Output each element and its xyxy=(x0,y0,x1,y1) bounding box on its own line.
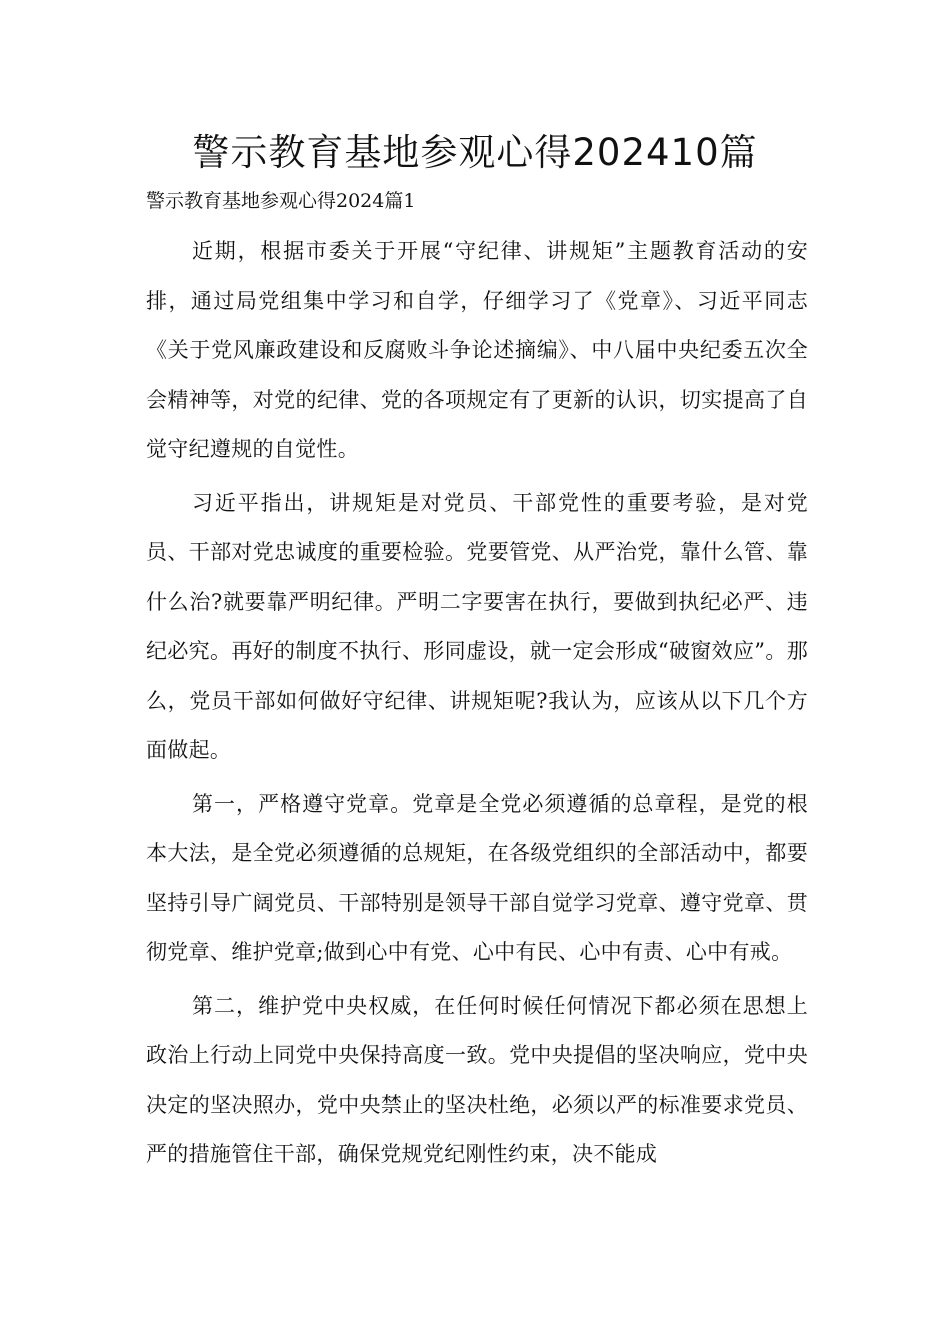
section-subtitle: 警示教育基地参观心得2024篇1 xyxy=(146,190,416,212)
paragraph-4: 第二，维护党中央权威，在任何时候任何情况下都必须在思想上政治上行动上同党中央保持高度一致。党中央提倡的坚决响应，党中央决定的坚决照办，党中央禁止的坚决杜绝，必须以严的标准要求党员、严的措施管住干部，确保党规党纪刚性约束，决不能成 xyxy=(146,993,808,1166)
paragraph-1: 近期，根据市委关于开展“守纪律、讲规矩”主题教育活动的安排，通过局党组集中学习和自学，仔细学习了《党章》、习近平同志《关于党风廉政建设和反腐败斗争论述摘编》、中八届中央纪委五次全会精神等，对党的纪律、党的各项规定有了更新的认识，切实提高了自觉守纪遵规的自觉性。 xyxy=(146,239,808,461)
paragraph-2: 习近平指出，讲规矩是对党员、干部党性的重要考验，是对党员、干部对党忠诚度的重要检验。党要管党、从严治党，靠什么管、靠什么治?就要靠严明纪律。严明二字要害在执行，要做到执纪必严、违纪必究。再好的制度不执行、形同虚设，就一定会形成“破窗效应”。那么，党员干部如何做好守纪律、讲规矩呢?我认为，应该从以下几个方面做起。 xyxy=(146,490,808,762)
paragraph-3: 第一，严格遵守党章。党章是全党必须遵循的总章程，是党的根本大法，是全党必须遵循的总规矩，在各级党组织的全部活动中，都要坚持引导广阔党员、干部特别是领导干部自觉学习党章、遵守党章、贯彻党章、维护党章;做到心中有党、心中有民、心中有责、心中有戒。 xyxy=(146,791,808,964)
document-title: 警示教育基地参观心得202410篇 xyxy=(192,131,758,174)
document-body xyxy=(146,227,808,1184)
